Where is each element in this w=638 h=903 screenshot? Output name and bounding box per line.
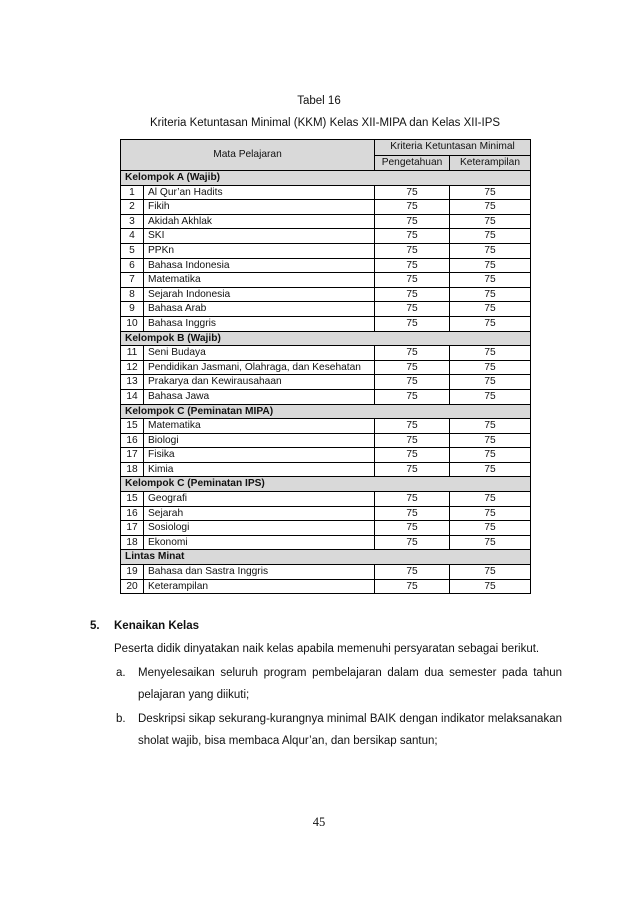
subject-name: Fisika: [144, 448, 375, 463]
row-number: 18: [121, 462, 144, 477]
group-row: [121, 550, 531, 565]
table-row: [121, 521, 531, 536]
row-number: 16: [121, 506, 144, 521]
table-caption: Kriteria Ketuntasan Minimal (KKM) Kelas XII-MIPA dan Kelas XII-IPS: [150, 117, 501, 129]
subject-name: SKI: [144, 229, 375, 244]
subject-name: Sosiologi: [144, 521, 375, 536]
skill-kkm: 75: [450, 214, 531, 229]
skill-kkm: 75: [450, 229, 531, 244]
table-row: [121, 287, 531, 302]
skill-kkm: 75: [450, 521, 531, 536]
subject-name: Ekonomi: [144, 535, 375, 550]
skill-kkm: 75: [450, 462, 531, 477]
skill-kkm: 75: [450, 419, 531, 434]
row-number: 20: [121, 579, 144, 594]
list-item-text: Deskripsi sikap sekurang-kurangnya minimal BAIK dengan indikator melaksanakan sholat wajib, bisa membaca Alqur’an, dan bersikap santun;: [138, 713, 562, 747]
subject-name: Keterampilan: [144, 579, 375, 594]
table-row: [121, 258, 531, 273]
row-number: 4: [121, 229, 144, 244]
subject-name: Al Qur’an Hadits: [144, 185, 375, 200]
table-row: [121, 419, 531, 434]
row-number: 6: [121, 258, 144, 273]
skill-kkm: 75: [450, 258, 531, 273]
table-row: [121, 200, 531, 215]
knowledge-kkm: 75: [375, 565, 450, 580]
subject-name: Geografi: [144, 492, 375, 507]
skill-kkm: 75: [450, 346, 531, 361]
knowledge-kkm: 75: [375, 214, 450, 229]
skill-kkm: 75: [450, 389, 531, 404]
knowledge-kkm: 75: [375, 302, 450, 317]
table-row: [121, 243, 531, 258]
skill-kkm: 75: [450, 448, 531, 463]
row-number: 16: [121, 433, 144, 448]
skill-kkm: 75: [450, 360, 531, 375]
header-knowledge: Pengetahuan: [375, 155, 450, 171]
subject-name: Bahasa Jawa: [144, 389, 375, 404]
skill-kkm: 75: [450, 287, 531, 302]
table-row: [121, 185, 531, 200]
row-number: 19: [121, 565, 144, 580]
list-item: [116, 708, 562, 752]
skill-kkm: 75: [450, 200, 531, 215]
header-subject: Mata Pelajaran: [121, 140, 375, 171]
table-row: [121, 273, 531, 288]
section-heading: [90, 620, 199, 632]
knowledge-kkm: 75: [375, 185, 450, 200]
table-row: [121, 462, 531, 477]
table-row: [121, 360, 531, 375]
skill-kkm: 75: [450, 535, 531, 550]
table-row: [121, 346, 531, 361]
skill-kkm: 75: [450, 375, 531, 390]
list-item-letter: b.: [116, 713, 126, 725]
skill-kkm: 75: [450, 185, 531, 200]
group-name: Kelompok B (Wajib): [121, 331, 531, 346]
list-item-letter: a.: [116, 667, 126, 679]
subject-name: Matematika: [144, 273, 375, 288]
knowledge-kkm: 75: [375, 243, 450, 258]
row-number: 9: [121, 302, 144, 317]
header-kkm: Kriteria Ketuntasan Minimal: [375, 140, 531, 156]
subject-name: Matematika: [144, 419, 375, 434]
subject-name: Kimia: [144, 462, 375, 477]
skill-kkm: 75: [450, 302, 531, 317]
group-name: Lintas Minat: [121, 550, 531, 565]
section-title: Kenaikan Kelas: [114, 620, 200, 632]
knowledge-kkm: 75: [375, 316, 450, 331]
skill-kkm: 75: [450, 506, 531, 521]
skill-kkm: 75: [450, 273, 531, 288]
row-number: 1: [121, 185, 144, 200]
subject-name: Prakarya dan Kewirausahaan: [144, 375, 375, 390]
subject-name: Biologi: [144, 433, 375, 448]
table-row: [121, 506, 531, 521]
group-row: [121, 171, 531, 186]
table-row: [121, 565, 531, 580]
kkm-table-body: [121, 171, 531, 594]
table-row: [121, 375, 531, 390]
subject-name: Bahasa Indonesia: [144, 258, 375, 273]
row-number: 7: [121, 273, 144, 288]
group-row: [121, 404, 531, 419]
table-row: [121, 448, 531, 463]
knowledge-kkm: 75: [375, 389, 450, 404]
knowledge-kkm: 75: [375, 360, 450, 375]
skill-kkm: 75: [450, 243, 531, 258]
row-number: 11: [121, 346, 144, 361]
table-row: [121, 316, 531, 331]
table-number: Tabel 16: [297, 95, 341, 107]
page-number: 45: [312, 815, 326, 829]
knowledge-kkm: 75: [375, 579, 450, 594]
knowledge-kkm: 75: [375, 229, 450, 244]
section-number: 5.: [90, 620, 100, 632]
knowledge-kkm: 75: [375, 506, 450, 521]
knowledge-kkm: 75: [375, 521, 450, 536]
subject-name: Sejarah: [144, 506, 375, 521]
row-number: 18: [121, 535, 144, 550]
subject-name: Fikih: [144, 200, 375, 215]
subject-name: Akidah Akhlak: [144, 214, 375, 229]
skill-kkm: 75: [450, 565, 531, 580]
knowledge-kkm: 75: [375, 287, 450, 302]
group-row: [121, 477, 531, 492]
knowledge-kkm: 75: [375, 433, 450, 448]
header-skill: Keterampilan: [450, 155, 531, 171]
skill-kkm: 75: [450, 579, 531, 594]
table-row: [121, 433, 531, 448]
group-name: Kelompok C (Peminatan IPS): [121, 477, 531, 492]
knowledge-kkm: 75: [375, 258, 450, 273]
table-row: [121, 535, 531, 550]
row-number: 14: [121, 389, 144, 404]
list-item: [116, 662, 562, 706]
row-number: 2: [121, 200, 144, 215]
row-number: 12: [121, 360, 144, 375]
row-number: 13: [121, 375, 144, 390]
knowledge-kkm: 75: [375, 346, 450, 361]
table-row: [121, 389, 531, 404]
section-intro: Peserta didik dinyatakan naik kelas apabila memenuhi persyaratan sebagai berikut.: [114, 643, 540, 655]
knowledge-kkm: 75: [375, 462, 450, 477]
table-row: [121, 229, 531, 244]
row-number: 10: [121, 316, 144, 331]
subject-name: Sejarah Indonesia: [144, 287, 375, 302]
skill-kkm: 75: [450, 492, 531, 507]
table-row: [121, 579, 531, 594]
knowledge-kkm: 75: [375, 492, 450, 507]
knowledge-kkm: 75: [375, 200, 450, 215]
subject-name: Bahasa dan Sastra Inggris: [144, 565, 375, 580]
knowledge-kkm: 75: [375, 535, 450, 550]
table-row: [121, 492, 531, 507]
row-number: 15: [121, 492, 144, 507]
list-item-text: Menyelesaikan seluruh program pembelajaran dalam dua semester pada tahun pelajaran yang diikuti;: [138, 667, 562, 701]
table-row: [121, 302, 531, 317]
row-number: 17: [121, 521, 144, 536]
subject-name: PPKn: [144, 243, 375, 258]
subject-name: Bahasa Inggris: [144, 316, 375, 331]
knowledge-kkm: 75: [375, 419, 450, 434]
row-number: 17: [121, 448, 144, 463]
row-number: 3: [121, 214, 144, 229]
subject-name: Seni Budaya: [144, 346, 375, 361]
knowledge-kkm: 75: [375, 273, 450, 288]
knowledge-kkm: 75: [375, 448, 450, 463]
row-number: 15: [121, 419, 144, 434]
group-name: Kelompok A (Wajib): [121, 171, 531, 186]
skill-kkm: 75: [450, 433, 531, 448]
table-row: [121, 214, 531, 229]
knowledge-kkm: 75: [375, 375, 450, 390]
kkm-table: [120, 139, 531, 594]
subject-name: Pendidikan Jasmani, Olahraga, dan Kesehatan: [144, 360, 375, 375]
group-row: [121, 331, 531, 346]
row-number: 8: [121, 287, 144, 302]
skill-kkm: 75: [450, 316, 531, 331]
row-number: 5: [121, 243, 144, 258]
subject-name: Bahasa Arab: [144, 302, 375, 317]
group-name: Kelompok C (Peminatan MIPA): [121, 404, 531, 419]
